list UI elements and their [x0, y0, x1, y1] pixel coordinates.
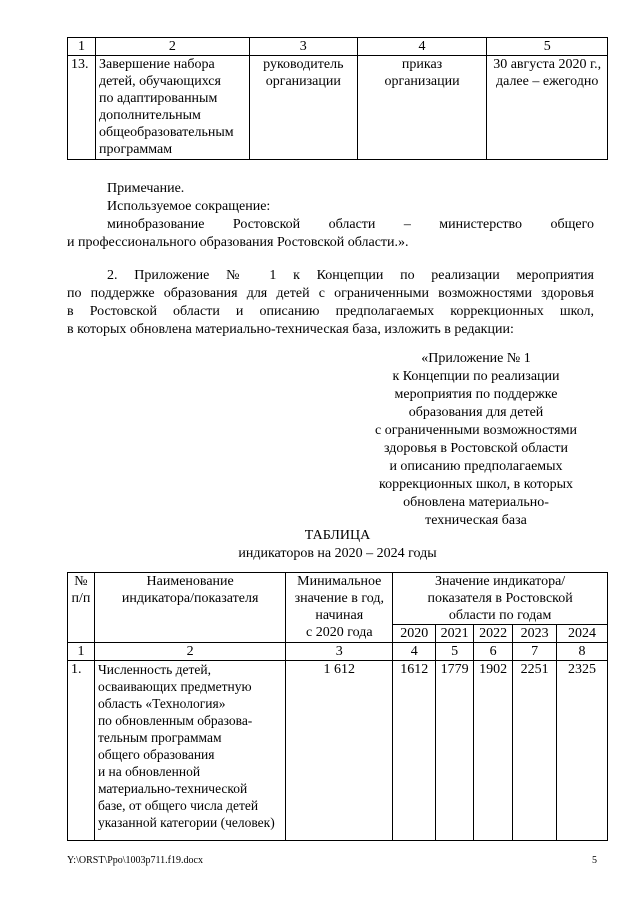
cell-line: по адаптированным	[98, 91, 218, 106]
note-abbr-line1: минобразование Ростовской области – министерство общего	[107, 217, 594, 232]
document-cell	[357, 56, 487, 160]
row-number: 1.	[68, 661, 95, 841]
year-header: 2021	[436, 625, 474, 643]
col-number: 5	[436, 643, 474, 661]
appendix-line: техническая база	[425, 513, 527, 528]
year-header: 2022	[474, 625, 513, 643]
cell-line: осваивающих предметную	[97, 679, 252, 694]
cell-line: детей, обучающихся	[98, 74, 221, 89]
col-header: 3	[249, 38, 357, 56]
cell-line: Численность детей,	[97, 662, 211, 677]
header-line: значение в год,	[294, 591, 384, 606]
value-cell: 1779	[436, 661, 474, 841]
plan-table	[67, 37, 608, 160]
appendix-line: коррекционных школ, в которых	[378, 477, 573, 492]
cell-line: организации	[265, 74, 341, 89]
appendix-header	[358, 350, 594, 530]
value-cell: 1612	[393, 661, 436, 841]
cell-line: и на обновленной	[97, 764, 201, 779]
row-number: 13.	[68, 56, 96, 160]
cell-line: по обновленным образова-	[97, 713, 253, 728]
header-line: №	[74, 574, 88, 589]
col-number: 3	[286, 643, 393, 661]
table-header-row	[68, 38, 608, 56]
note-title: Примечание.	[107, 181, 185, 196]
header-line: индикатора/показателя	[121, 591, 259, 606]
deadline-cell	[487, 56, 608, 160]
header-name	[94, 573, 285, 643]
cell-line: далее – ежегодно	[495, 74, 599, 89]
cell-line: программам	[98, 142, 173, 157]
col-number: 2	[94, 643, 285, 661]
appendix-line: «Приложение № 1	[421, 351, 531, 366]
cell-line: дополнительным	[98, 108, 201, 123]
responsible-cell	[249, 56, 357, 160]
min-value-cell: 1 612	[286, 661, 393, 841]
appendix-line: обновлена материально-	[403, 495, 549, 510]
value-cell: 2251	[513, 661, 557, 841]
appendix-line: с ограниченными возможностями	[375, 423, 577, 438]
header-min	[286, 573, 393, 643]
footer-file-path: Y:\ORST\Ppo\1003p711.f19.docx	[67, 855, 203, 866]
value-cell: 1902	[474, 661, 513, 841]
col-header: 5	[487, 38, 608, 56]
cell-line: Завершение набора	[98, 57, 215, 72]
table-row	[68, 661, 608, 841]
cell-line: приказ	[401, 57, 443, 72]
cell-line: базе, от общего числа детей	[97, 798, 259, 813]
header-line: Минимальное	[297, 574, 382, 589]
header-num	[68, 573, 95, 643]
header-line: области по годам	[448, 608, 552, 623]
year-header: 2023	[513, 625, 557, 643]
header-line: с 2020 года	[306, 625, 373, 640]
cell-line: тельным программам	[97, 730, 222, 745]
indicator-name-cell	[94, 661, 285, 841]
appendix-line: образования для детей	[408, 405, 544, 420]
cell-line: область «Технология»	[97, 696, 226, 711]
footer-page-number: 5	[592, 855, 597, 866]
cell-line: общеобразовательным	[98, 125, 234, 140]
cell-line: 30 августа 2020 г.,	[493, 57, 602, 72]
col-header: 2	[95, 38, 249, 56]
col-number: 6	[474, 643, 513, 661]
header-line: Значение индикатора/	[435, 574, 566, 589]
activity-cell	[95, 56, 249, 160]
header-values	[393, 573, 608, 625]
col-header: 1	[68, 38, 96, 56]
appendix-line: и описанию предполагаемых	[389, 459, 563, 474]
cell-line: указанной категории (человек)	[97, 815, 275, 830]
col-number: 4	[393, 643, 436, 661]
item2-line1: 2. Приложение № 1 к Концепции по реализации мероприятия	[107, 268, 594, 283]
item2-line2: по поддержке образования для детей с ограниченными возможностями здоровья	[67, 286, 594, 301]
column-number-row	[68, 643, 608, 661]
cell-line: организации	[384, 74, 460, 89]
appendix-line: здоровья в Ростовской области	[383, 441, 568, 456]
header-line: показателя в Ростовской	[427, 591, 573, 606]
value-cell: 2325	[557, 661, 608, 841]
header-line: п/п	[71, 591, 91, 606]
cell-line: общего образования	[97, 747, 215, 762]
cell-line: материально-технической	[97, 781, 248, 796]
appendix-line: к Концепции по реализации	[392, 369, 560, 384]
item2-line4: в которых обновлена материально-техническая база, изложить в редакции:	[67, 322, 514, 337]
note-abbr-intro: Используемое сокращение:	[107, 199, 271, 214]
header-line: начиная	[315, 608, 364, 623]
indicator-table	[67, 572, 608, 841]
header-line: Наименование	[146, 574, 234, 589]
note-abbr-line2: и профессионального образования Ростовской области.».	[67, 235, 409, 250]
item2-line3: в Ростовской области и описанию предполагаемых коррекционных школ,	[67, 304, 594, 319]
col-number: 8	[557, 643, 608, 661]
table-row	[68, 56, 608, 160]
col-header: 4	[357, 38, 487, 56]
year-header: 2024	[557, 625, 608, 643]
col-number: 1	[68, 643, 95, 661]
table-header-row	[68, 573, 608, 625]
table-subtitle: индикаторов на 2020 – 2024 годы	[238, 546, 437, 561]
table-title: ТАБЛИЦА	[304, 528, 371, 543]
cell-line: руководитель	[263, 57, 344, 72]
year-header: 2020	[393, 625, 436, 643]
col-number: 7	[513, 643, 557, 661]
appendix-line: мероприятия по поддержке	[394, 387, 558, 402]
